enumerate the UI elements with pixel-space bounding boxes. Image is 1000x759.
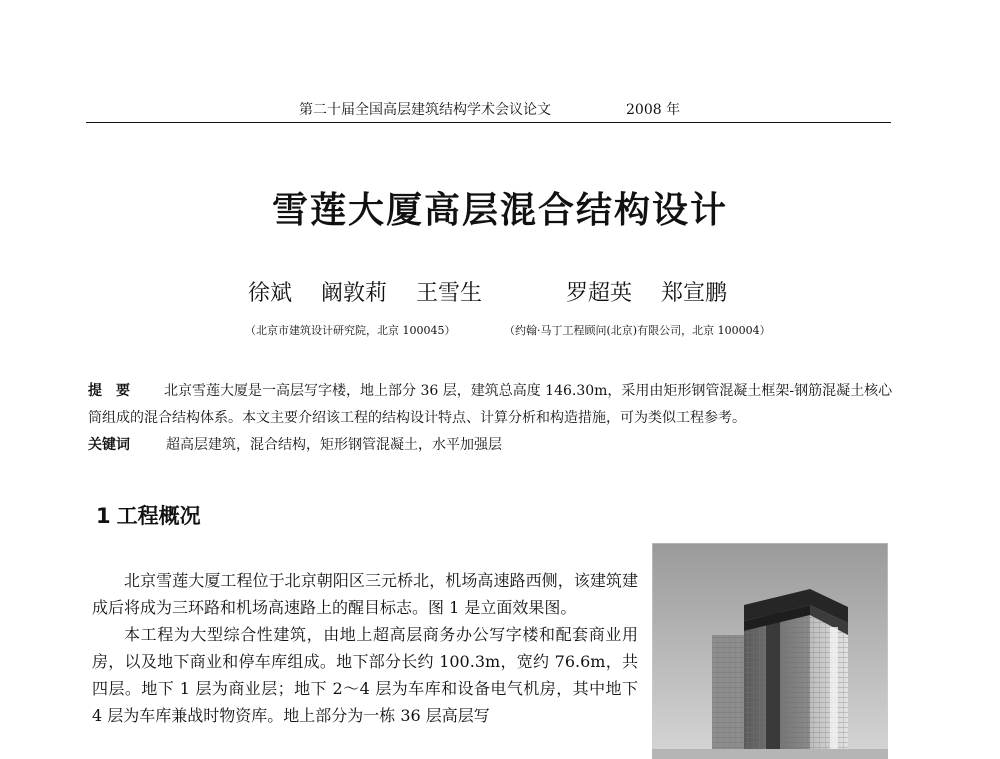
keywords-label: 关键词	[88, 437, 130, 453]
author-group-2	[566, 276, 749, 307]
section-heading	[96, 500, 201, 530]
affiliation-2: （约翰·马丁工程顾问(北京)有限公司，北京 100004）	[504, 324, 771, 337]
header-rule	[86, 122, 891, 123]
abstract-text: 北京雪莲大厦是一高层写字楼，地上部分 36 层，建筑总高度 146.30m，采用由矩形钢管混凝土框架-钢筋混凝土核心筒组成的混合结构体系。本文主要介绍该工程的结构设计特点、计算分析和构造措施，可为类似工程参考。	[88, 383, 893, 426]
section-body	[92, 567, 638, 729]
building-photo	[652, 543, 888, 759]
keywords-text: 超高层建筑，混合结构，矩形钢管混凝土，水平加强层	[166, 437, 502, 453]
paragraph: 北京雪莲大厦工程位于北京朝阳区三元桥北，机场高速路西侧，该建筑建成后将成为三环路和机场高速路上的醒目标志。图 1 是立面效果图。	[92, 571, 638, 617]
paper-title: 雪莲大厦高层混合结构设计	[271, 190, 728, 231]
keywords	[88, 432, 898, 458]
abstract-label: 提 要	[88, 383, 130, 399]
conference-year: 2008 年	[626, 102, 681, 118]
section-number: 1	[96, 504, 111, 528]
author: 郑宣鹏	[661, 281, 728, 306]
abstract	[88, 378, 898, 432]
running-header	[86, 97, 891, 123]
building-photo-icon	[652, 543, 888, 759]
author: 罗超英	[566, 281, 633, 306]
author: 徐斌	[248, 281, 293, 306]
section-title: 工程概况	[116, 504, 201, 528]
author: 王雪生	[416, 281, 483, 306]
conference-name: 第二十届全国高层建筑结构学术会议论文	[299, 102, 551, 118]
affiliation-1: （北京市建筑设计研究院，北京 100045）	[245, 324, 456, 337]
author-list	[0, 276, 1000, 308]
paragraph: 本工程为大型综合性建筑，由地上超高层商务办公写字楼和配套商业用房，以及地下商业和停车库组成。地下部分长约 100.3m，宽约 76.6m，共四层。地下 1 层为商业层；地下 2～4 层为车库和设备电气机房，其中地下 4 层为车库兼战时物资库。地上部分为一栋 36 层高层写	[92, 625, 638, 725]
author-group-1	[248, 276, 504, 307]
author: 阚敦莉	[321, 281, 388, 306]
